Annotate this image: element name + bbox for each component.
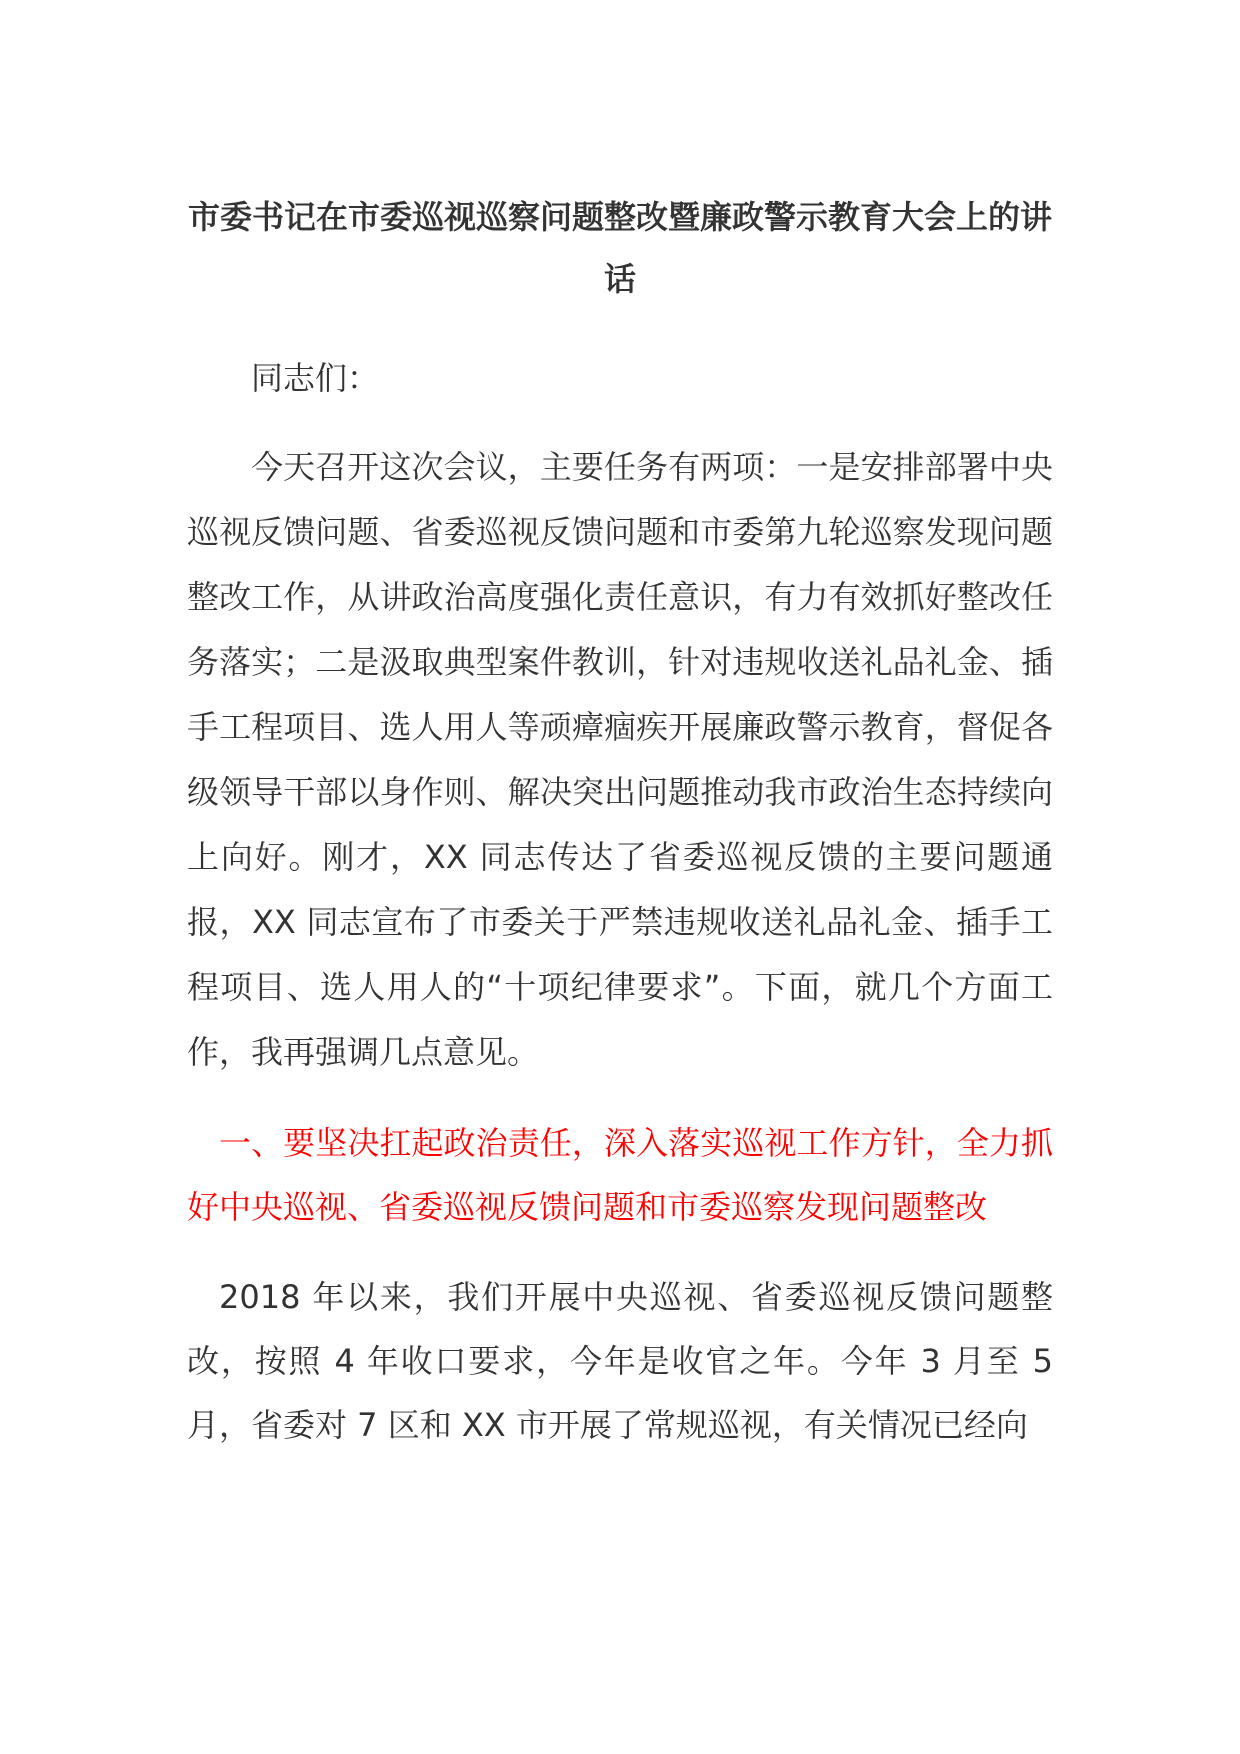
opening-paragraph: 今天召开这次会议，主要任务有两项：一是安排部署中央巡视反馈问题、省委巡视反馈问题和市委第九轮巡察发现问题整改工作，从讲政治高度强化责任意识，有力有效抓好整改任务落实；二是汲取典型案件教训，针对违规收送礼品礼金、插手工程项目、选人用人等顽瘴痼疾开展廉政警示教育，督促各级领导干部以身作则、解决突出问题推动我市政治生态持续向上向好。刚才，XX 同志传达了省委巡视反馈的主要问题通报，XX 同志宣布了市委关于严禁违规收送礼品礼金、插手工程项目、选人用人的“十项纪律要求”。下面，就几个方面工作，我再强调几点意见。 [187, 448, 1053, 1071]
salutation: 同志们： [251, 359, 380, 397]
document-body [187, 186, 1053, 1457]
section-1-paragraph: 2018 年以来，我们开展中央巡视、省委巡视反馈问题整改，按照 4 年收口要求，今年是收官之年。今年 3 月至 5 月，省委对 7 区和 XX 市开展了常规巡视，有关情况已经向 [187, 1278, 1053, 1444]
document-title: 市委书记在市委巡视巡察问题整改暨廉政警示教育大会上的讲话 [187, 198, 1052, 298]
section-heading-1: 一、要坚决扛起政治责任，深入落实巡视工作方针，全力抓好中央巡视、省委巡视反馈问题和市委巡察发现问题整改 [187, 1124, 1053, 1226]
